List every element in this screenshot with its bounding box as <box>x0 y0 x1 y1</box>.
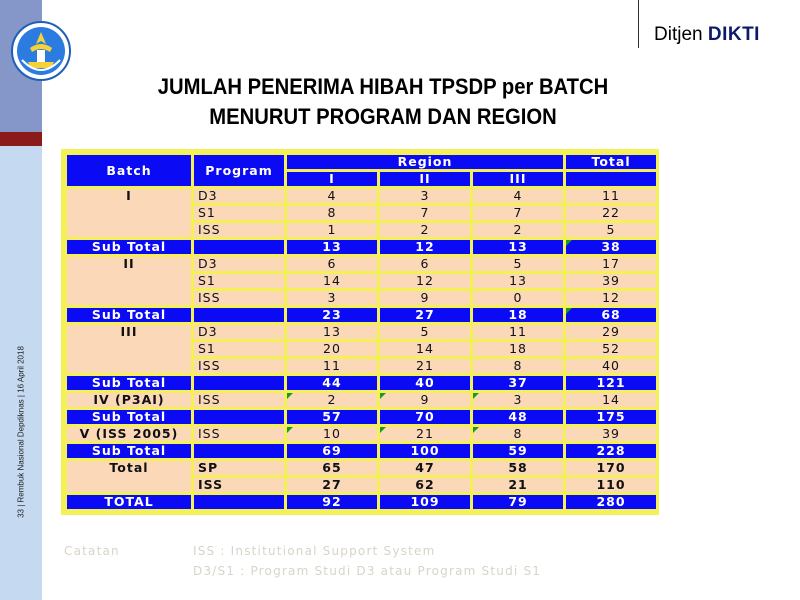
note-line-1: ISS : Institutional Support System <box>193 544 436 558</box>
program-cell: S1 <box>194 206 284 220</box>
header-program: Program <box>194 155 284 186</box>
subtotal-row <box>67 240 656 254</box>
program-cell: D3 <box>194 325 284 339</box>
program-cell: ISS <box>194 291 284 305</box>
region-value-cell: 12 <box>380 274 470 288</box>
region-value-cell: 3 <box>287 291 377 305</box>
subtotal-value-cell: 27 <box>380 308 470 322</box>
subtotal-program-blank <box>194 308 284 322</box>
header-region-1: I <box>287 172 377 186</box>
region-value-cell: 9 <box>380 393 470 407</box>
subtotal-value-cell: 23 <box>287 308 377 322</box>
table-row <box>67 427 656 441</box>
region-value-cell: 27 <box>287 478 377 492</box>
batch-name: IV (P3AI) <box>67 393 191 407</box>
program-cell: ISS <box>194 427 284 441</box>
subtotal-program-blank <box>194 444 284 458</box>
region-value-cell: 21 <box>380 427 470 441</box>
note-line-2: D3/S1 : Program Studi D3 atau Program Studi S1 <box>193 564 542 578</box>
header-batch: Batch <box>67 155 191 186</box>
grand-total-label: TOTAL <box>67 495 191 509</box>
region-value-cell: 21 <box>473 478 563 492</box>
region-value-cell: 3 <box>473 393 563 407</box>
region-value-cell: 14 <box>287 274 377 288</box>
brand-name: DIKTI <box>707 24 760 45</box>
region-value-cell: 5 <box>380 325 470 339</box>
subtotal-value-cell: 59 <box>473 444 563 458</box>
region-value-cell: 1 <box>287 223 377 237</box>
region-value-cell: 2 <box>380 223 470 237</box>
header-region: Region <box>287 155 563 169</box>
subtotal-value-cell: 40 <box>380 376 470 390</box>
subtotal-program-blank <box>194 376 284 390</box>
region-value-cell: 18 <box>473 342 563 356</box>
notes-label: Catatan <box>64 544 120 558</box>
subtotal-total-cell: 228 <box>566 444 656 458</box>
subtotal-value-cell: 100 <box>380 444 470 458</box>
data-table <box>64 152 659 512</box>
subtotal-value-cell: 18 <box>473 308 563 322</box>
region-value-cell: 21 <box>380 359 470 373</box>
region-value-cell: 13 <box>287 325 377 339</box>
total-cell: 17 <box>566 257 656 271</box>
header-total: Total <box>566 155 656 169</box>
region-value-cell: 11 <box>473 325 563 339</box>
title-line-1: JUMLAH PENERIMA HIBAH TPSDP per BATCH <box>157 74 609 99</box>
batch-name: II <box>67 257 191 305</box>
region-value-cell: 8 <box>473 427 563 441</box>
total-cell: 12 <box>566 291 656 305</box>
region-value-cell: 62 <box>380 478 470 492</box>
program-cell: D3 <box>194 189 284 203</box>
subtotal-row <box>67 410 656 424</box>
brand-prefix: Ditjen <box>654 24 703 45</box>
subtotal-total-cell: 121 <box>566 376 656 390</box>
total-cell: 22 <box>566 206 656 220</box>
program-cell: ISS <box>194 393 284 407</box>
title-line-2: MENURUT PROGRAM DAN REGION <box>209 104 557 129</box>
subtotal-total-cell: 68 <box>566 308 656 322</box>
program-cell: SP <box>194 461 284 475</box>
grand-total-total-cell: 280 <box>566 495 656 509</box>
subtotal-label: Sub Total <box>67 240 191 254</box>
subtotal-row <box>67 444 656 458</box>
subtotal-value-cell: 69 <box>287 444 377 458</box>
grand-total-row <box>67 495 656 509</box>
total-cell: 29 <box>566 325 656 339</box>
program-cell: ISS <box>194 359 284 373</box>
subtotal-label: Sub Total <box>67 308 191 322</box>
batch-name: V (ISS 2005) <box>67 427 191 441</box>
total-cell: 52 <box>566 342 656 356</box>
batch-name: III <box>67 325 191 373</box>
region-value-cell: 2 <box>287 393 377 407</box>
region-value-cell: 5 <box>473 257 563 271</box>
page-title <box>123 72 644 132</box>
total-cell: 170 <box>566 461 656 475</box>
program-cell: D3 <box>194 257 284 271</box>
region-value-cell: 7 <box>380 206 470 220</box>
region-value-cell: 4 <box>287 189 377 203</box>
grand-total-value-cell: 92 <box>287 495 377 509</box>
table-row <box>67 257 656 271</box>
region-value-cell: 6 <box>380 257 470 271</box>
region-value-cell: 20 <box>287 342 377 356</box>
subtotal-value-cell: 13 <box>287 240 377 254</box>
subtotal-row <box>67 376 656 390</box>
region-value-cell: 2 <box>473 223 563 237</box>
subtotal-label: Sub Total <box>67 376 191 390</box>
region-value-cell: 65 <box>287 461 377 475</box>
region-value-cell: 8 <box>473 359 563 373</box>
header-region-3: III <box>473 172 563 186</box>
program-cell: ISS <box>194 478 284 492</box>
total-cell: 11 <box>566 189 656 203</box>
program-cell: S1 <box>194 274 284 288</box>
total-cell: 39 <box>566 427 656 441</box>
total-cell: 39 <box>566 274 656 288</box>
program-cell: ISS <box>194 223 284 237</box>
subtotal-value-cell: 70 <box>380 410 470 424</box>
header-total-blank <box>566 172 656 186</box>
table-row <box>67 189 656 203</box>
batch-name: I <box>67 189 191 237</box>
region-value-cell: 6 <box>287 257 377 271</box>
subtotal-program-blank <box>194 410 284 424</box>
grand-total-program-blank <box>194 495 284 509</box>
subtotal-row <box>67 308 656 322</box>
header-row-1 <box>67 155 656 169</box>
subtotal-label: Sub Total <box>67 444 191 458</box>
subtotal-program-blank <box>194 240 284 254</box>
region-value-cell: 10 <box>287 427 377 441</box>
total-block-label: Total <box>67 461 191 492</box>
region-value-cell: 13 <box>473 274 563 288</box>
region-value-cell: 4 <box>473 189 563 203</box>
region-value-cell: 11 <box>287 359 377 373</box>
left-sidebar-red-stripe <box>0 132 42 146</box>
table-row <box>67 325 656 339</box>
region-value-cell: 9 <box>380 291 470 305</box>
region-value-cell: 3 <box>380 189 470 203</box>
subtotal-value-cell: 48 <box>473 410 563 424</box>
subtotal-value-cell: 12 <box>380 240 470 254</box>
brand <box>654 24 760 46</box>
total-cell: 14 <box>566 393 656 407</box>
subtotal-total-cell: 38 <box>566 240 656 254</box>
subtotal-value-cell: 44 <box>287 376 377 390</box>
table-row <box>67 393 656 407</box>
region-value-cell: 7 <box>473 206 563 220</box>
header-divider <box>638 0 639 48</box>
grand-total-value-cell: 79 <box>473 495 563 509</box>
total-cell: 110 <box>566 478 656 492</box>
header-region-2: II <box>380 172 470 186</box>
tut-wuri-handayani-emblem-icon <box>10 20 72 82</box>
subtotal-value-cell: 37 <box>473 376 563 390</box>
region-value-cell: 0 <box>473 291 563 305</box>
total-cell: 5 <box>566 223 656 237</box>
data-table-frame <box>61 149 659 515</box>
grand-total-value-cell: 109 <box>380 495 470 509</box>
region-value-cell: 8 <box>287 206 377 220</box>
total-block-row <box>67 461 656 475</box>
subtotal-value-cell: 13 <box>473 240 563 254</box>
subtotal-value-cell: 57 <box>287 410 377 424</box>
region-value-cell: 58 <box>473 461 563 475</box>
subtotal-total-cell: 175 <box>566 410 656 424</box>
total-cell: 40 <box>566 359 656 373</box>
subtotal-label: Sub Total <box>67 410 191 424</box>
program-cell: S1 <box>194 342 284 356</box>
side-footer-text: 33 | Rembuk Nasional Depdiknas | 16 April 2018 <box>16 346 26 518</box>
region-value-cell: 47 <box>380 461 470 475</box>
region-value-cell: 14 <box>380 342 470 356</box>
